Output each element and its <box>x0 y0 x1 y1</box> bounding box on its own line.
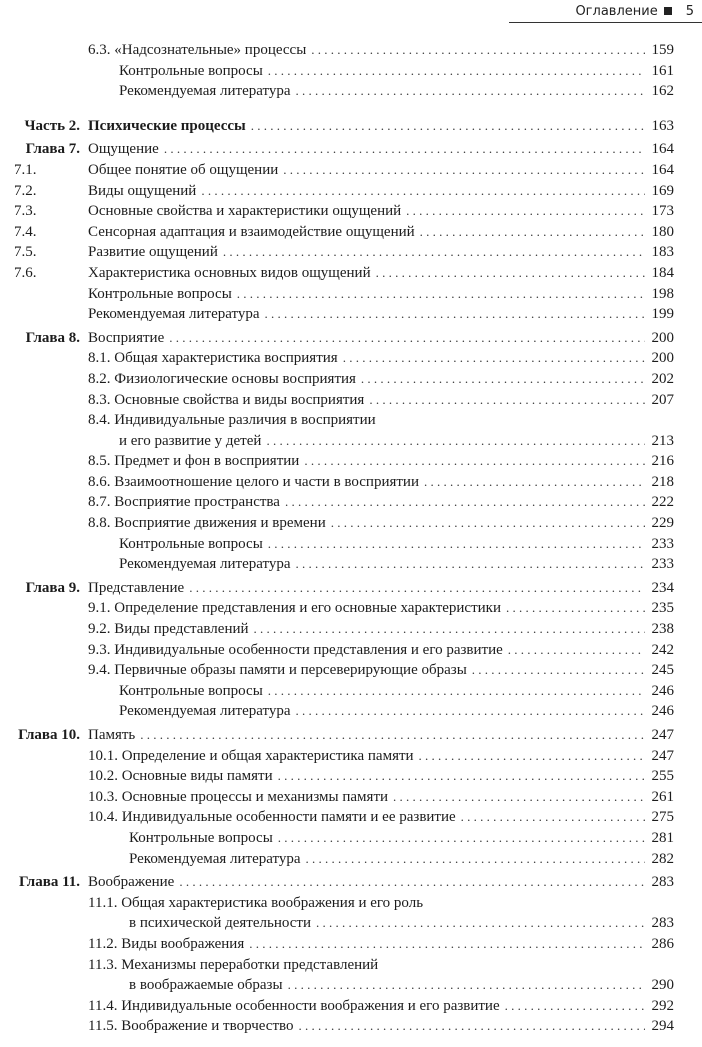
dot-leader <box>249 934 645 955</box>
toc-entry-title: 10.1. Определение и общая характеристика памяти <box>88 747 414 764</box>
toc-entry[interactable] <box>88 139 674 160</box>
toc-row <box>0 513 702 534</box>
toc-row <box>0 348 702 369</box>
dot-leader <box>254 619 645 640</box>
dot-leader <box>285 492 645 513</box>
toc-page-number: 200 <box>651 350 674 367</box>
toc-row <box>0 787 702 808</box>
toc-entry[interactable] <box>88 263 674 284</box>
toc-entry-title: 8.2. Физиологические основы восприятия <box>88 370 356 387</box>
dot-leader <box>179 872 645 893</box>
toc-entry-title: Сенсорная адаптация и взаимодействие ощущений <box>88 223 415 240</box>
toc-page-number: 247 <box>651 747 674 764</box>
toc-entry[interactable] <box>88 725 674 746</box>
dot-leader <box>406 201 645 222</box>
toc-entry[interactable] <box>88 40 674 61</box>
toc-entry[interactable] <box>119 554 674 575</box>
toc-entry-title: Воображение <box>88 874 175 891</box>
toc-page-number: 292 <box>651 997 674 1014</box>
table-of-contents <box>0 40 702 1037</box>
toc-page-number: 233 <box>651 535 674 552</box>
dot-leader <box>343 348 645 369</box>
toc-entry[interactable] <box>88 410 674 431</box>
toc-page-number: 283 <box>651 915 674 932</box>
toc-row <box>0 554 702 575</box>
dot-leader <box>265 304 645 325</box>
toc-page-number: 207 <box>651 391 674 408</box>
toc-entry[interactable] <box>129 913 674 934</box>
toc-row <box>0 913 702 934</box>
toc-page-number: 173 <box>651 203 674 220</box>
dot-leader <box>376 263 645 284</box>
toc-entry[interactable] <box>88 598 674 619</box>
toc-row <box>0 201 702 222</box>
dot-leader <box>424 472 645 493</box>
toc-row <box>0 725 702 746</box>
toc-chapter-number: Глава 8. <box>25 329 80 346</box>
toc-page-number: 163 <box>651 117 674 134</box>
toc-section-number: 7.5. <box>14 244 37 261</box>
toc-page-number: 180 <box>651 223 674 240</box>
toc-row <box>0 681 702 702</box>
toc-entry-title: 9.4. Первичные образы памяти и персеверирующие образы <box>88 662 467 679</box>
toc-row <box>0 1016 702 1037</box>
toc-section-number: 7.3. <box>14 203 37 220</box>
toc-entry[interactable] <box>88 746 674 767</box>
toc-entry-title: 11.4. Индивидуальные особенности воображения и его развитие <box>88 997 500 1014</box>
toc-entry-title: 8.3. Основные свойства и виды восприятия <box>88 391 365 408</box>
toc-entry[interactable] <box>88 160 674 181</box>
toc-row <box>0 61 702 82</box>
toc-entry-title: 8.7. Восприятие пространства <box>88 494 280 511</box>
toc-section-number: 7.6. <box>14 264 37 281</box>
toc-page-number: 294 <box>651 1018 674 1035</box>
toc-entry[interactable] <box>88 640 674 661</box>
toc-row <box>0 934 702 955</box>
toc-row <box>0 534 702 555</box>
toc-page-number: 162 <box>651 83 674 100</box>
toc-entry[interactable] <box>88 328 674 349</box>
toc-page-number: 245 <box>651 662 674 679</box>
toc-entry[interactable] <box>88 513 674 534</box>
toc-row <box>0 81 702 102</box>
toc-page-number: 169 <box>651 182 674 199</box>
toc-entry-title: Контрольные вопросы <box>119 62 263 79</box>
toc-row <box>0 369 702 390</box>
dot-leader <box>505 996 645 1017</box>
toc-page-number: 246 <box>651 703 674 720</box>
toc-entry-title: Представление <box>88 579 185 596</box>
toc-entry-title: Восприятие <box>88 329 165 346</box>
toc-page-number: 247 <box>651 727 674 743</box>
toc-page-number: 233 <box>651 556 674 573</box>
toc-row <box>0 181 702 202</box>
toc-page-number: 242 <box>651 641 674 658</box>
dot-leader <box>268 534 645 555</box>
dot-leader <box>331 513 645 534</box>
toc-row <box>0 116 702 137</box>
toc-row <box>0 766 702 787</box>
dot-leader <box>278 828 645 849</box>
dot-leader <box>268 61 645 82</box>
header-rule <box>509 22 702 23</box>
toc-entry-title: Общее понятие об ощущении <box>88 161 279 178</box>
toc-page-number: 183 <box>651 244 674 261</box>
toc-entry[interactable] <box>88 766 674 787</box>
toc-entry-title: Психические процессы <box>88 117 246 134</box>
toc-entry[interactable] <box>88 578 674 599</box>
toc-page-number: 234 <box>651 579 674 596</box>
running-head <box>504 0 694 22</box>
toc-chapter-number: Глава 10. <box>18 727 80 743</box>
dot-leader <box>316 913 645 934</box>
dot-leader <box>361 369 645 390</box>
toc-part-number: Часть 2. <box>24 117 80 134</box>
toc-page-number: 246 <box>651 682 674 699</box>
toc-entry[interactable] <box>88 304 674 325</box>
toc-entry[interactable] <box>119 681 674 702</box>
toc-entry[interactable] <box>88 369 674 390</box>
toc-page-number: 281 <box>651 829 674 846</box>
toc-page-number: 222 <box>651 494 674 511</box>
toc-entry-title: Основные свойства и характеристики ощущений <box>88 203 402 220</box>
toc-page-number: 282 <box>651 850 674 867</box>
toc-entry-title: в психической деятельности <box>129 915 311 932</box>
toc-entry-title: Контрольные вопросы <box>129 829 273 846</box>
toc-entry[interactable] <box>119 534 674 555</box>
toc-row <box>0 746 702 767</box>
toc-entry-title: 8.5. Предмет и фон в восприятии <box>88 453 300 470</box>
toc-row <box>0 828 702 849</box>
toc-page-number: 238 <box>651 621 674 638</box>
toc-page-number: 213 <box>651 432 674 449</box>
toc-row <box>0 640 702 661</box>
toc-entry-title: Характеристика основных видов ощущений <box>88 264 371 281</box>
toc-row <box>0 701 702 722</box>
dot-leader <box>311 40 645 61</box>
toc-entry[interactable] <box>88 222 674 243</box>
toc-entry[interactable] <box>88 390 674 411</box>
toc-entry-title: Виды ощущений <box>88 182 197 199</box>
toc-row <box>0 598 702 619</box>
toc-entry[interactable] <box>88 242 674 263</box>
toc-row <box>0 390 702 411</box>
dot-leader <box>304 451 645 472</box>
toc-entry-title: 11.2. Виды воображения <box>88 935 245 952</box>
toc-row <box>0 328 702 349</box>
dot-leader <box>237 284 645 305</box>
toc-entry-title: Рекомендуемая литература <box>119 556 291 573</box>
toc-entry-title: 6.3. «Надсознательные» процессы <box>88 42 307 58</box>
toc-entry-title: 8.1. Общая характеристика восприятия <box>88 350 338 367</box>
toc-entry-title: 8.6. Взаимоотношение целого и части в восприятии <box>88 473 419 490</box>
dot-leader <box>164 139 645 160</box>
dot-leader <box>288 975 645 996</box>
toc-page-number: 184 <box>651 264 674 281</box>
toc-row <box>0 222 702 243</box>
dot-leader <box>140 725 645 746</box>
toc-entry-title: 9.2. Виды представлений <box>88 621 249 638</box>
dot-leader <box>508 640 645 661</box>
dot-leader <box>278 766 645 787</box>
dot-leader <box>266 431 645 452</box>
toc-entry[interactable] <box>88 807 674 828</box>
toc-page-number: 275 <box>651 809 674 826</box>
toc-entry-title: 9.1. Определение представления и его основные характеристики <box>88 600 501 617</box>
toc-entry-title: 10.3. Основные процессы и механизмы памяти <box>88 788 389 805</box>
dot-leader <box>419 746 645 767</box>
running-head-title: Оглавление <box>575 3 658 19</box>
toc-entry-title: Память <box>88 727 136 743</box>
toc-entry[interactable] <box>88 451 674 472</box>
toc-page-number: 261 <box>651 788 674 805</box>
toc-entry-title: и его развитие у детей <box>119 432 262 449</box>
toc-page-number: 290 <box>651 977 674 994</box>
toc-entry-title: 8.4. Индивидуальные различия в восприятии <box>88 412 376 429</box>
toc-row <box>0 139 702 160</box>
toc-row <box>0 955 702 976</box>
toc-row <box>0 849 702 870</box>
toc-entry[interactable] <box>88 619 674 640</box>
toc-entry[interactable] <box>88 1016 674 1037</box>
toc-entry[interactable] <box>88 787 674 808</box>
toc-entry-title: Контрольные вопросы <box>119 682 263 699</box>
dot-leader <box>296 554 645 575</box>
toc-entry-title: Рекомендуемая литература <box>129 850 301 867</box>
toc-chapter-number: Глава 9. <box>25 579 80 596</box>
toc-row <box>0 242 702 263</box>
toc-entry[interactable] <box>129 849 674 870</box>
dot-leader <box>472 660 645 681</box>
toc-entry[interactable] <box>119 61 674 82</box>
toc-entry-title: Рекомендуемая литература <box>119 703 291 720</box>
dot-leader <box>461 807 645 828</box>
square-bullet-icon <box>664 7 672 15</box>
toc-row <box>0 492 702 513</box>
dot-leader <box>393 787 645 808</box>
dot-leader <box>189 578 645 599</box>
dot-leader <box>268 681 645 702</box>
dot-leader <box>223 242 645 263</box>
dot-leader <box>306 849 645 870</box>
toc-entry[interactable] <box>129 828 674 849</box>
toc-entry[interactable] <box>88 492 674 513</box>
toc-entry[interactable] <box>88 181 674 202</box>
toc-entry-title: 8.8. Восприятие движения и времени <box>88 515 326 532</box>
toc-row <box>0 660 702 681</box>
toc-row <box>0 975 702 996</box>
toc-entry[interactable] <box>88 201 674 222</box>
toc-chapter-number: Глава 11. <box>18 874 80 891</box>
toc-row <box>0 872 702 893</box>
toc-entry-title: Ощущение <box>88 141 159 158</box>
toc-page-number: 200 <box>651 329 674 346</box>
toc-entry-title: 11.1. Общая характеристика воображения и его роль <box>88 894 424 911</box>
toc-entry[interactable] <box>88 116 674 137</box>
toc-section-number: 7.2. <box>14 182 37 199</box>
toc-entry-title: Рекомендуемая литература <box>88 306 260 323</box>
toc-entry[interactable] <box>119 701 674 722</box>
toc-page-number: 164 <box>651 161 674 178</box>
toc-entry-title: 10.4. Индивидуальные особенности памяти и ее развитие <box>88 809 456 826</box>
toc-page-number: 199 <box>651 306 674 323</box>
toc-entry[interactable] <box>88 284 674 305</box>
toc-entry-title: 11.3. Механизмы переработки представлений <box>88 956 379 973</box>
dot-leader <box>201 181 645 202</box>
toc-row <box>0 807 702 828</box>
toc-page-number: 286 <box>651 935 674 952</box>
dot-leader <box>251 116 645 137</box>
toc-section-number: 7.4. <box>14 223 37 240</box>
toc-row <box>0 451 702 472</box>
toc-row <box>0 893 702 914</box>
page-number: 5 <box>685 3 694 19</box>
toc-entry[interactable] <box>88 934 674 955</box>
toc-row <box>0 431 702 452</box>
toc-entry-title: Рекомендуемая литература <box>119 83 291 100</box>
toc-entry-title: в воображаемые образы <box>129 977 283 994</box>
dot-leader <box>283 160 645 181</box>
dot-leader <box>420 222 645 243</box>
toc-row <box>0 40 702 61</box>
toc-entry[interactable] <box>88 955 674 976</box>
toc-page-number: 235 <box>651 600 674 617</box>
dot-leader <box>296 81 645 102</box>
toc-entry-title: 9.3. Индивидуальные особенности представления и его развитие <box>88 641 503 658</box>
toc-entry[interactable] <box>88 660 674 681</box>
toc-row <box>0 472 702 493</box>
toc-entry-title: Контрольные вопросы <box>119 535 263 552</box>
toc-row <box>0 304 702 325</box>
toc-page-number: 161 <box>651 62 674 79</box>
dot-leader <box>506 598 645 619</box>
toc-entry[interactable] <box>88 348 674 369</box>
toc-row <box>0 410 702 431</box>
toc-row <box>0 996 702 1017</box>
toc-page-number: 229 <box>651 515 674 532</box>
toc-entry-title: Развитие ощущений <box>88 244 218 261</box>
toc-row <box>0 578 702 599</box>
toc-page-number: 216 <box>651 453 674 470</box>
toc-entry[interactable] <box>119 431 674 452</box>
toc-page-number: 202 <box>651 370 674 387</box>
toc-page-number: 198 <box>651 285 674 302</box>
dot-leader <box>298 1016 645 1037</box>
toc-page-number: 218 <box>651 473 674 490</box>
toc-row <box>0 160 702 181</box>
toc-page-number: 159 <box>651 42 674 58</box>
toc-entry[interactable] <box>88 472 674 493</box>
toc-entry[interactable] <box>88 893 674 914</box>
toc-entry[interactable] <box>88 872 674 893</box>
toc-entry[interactable] <box>119 81 674 102</box>
toc-page-number: 255 <box>651 768 674 785</box>
toc-entry[interactable] <box>88 996 674 1017</box>
dot-leader <box>169 328 645 349</box>
toc-row <box>0 619 702 640</box>
dot-leader <box>296 701 645 722</box>
toc-entry-title: 11.5. Воображение и творчество <box>88 1018 294 1035</box>
toc-entry-title: 10.2. Основные виды памяти <box>88 768 273 785</box>
dot-leader <box>369 390 645 411</box>
toc-section-number: 7.1. <box>14 161 37 178</box>
toc-entry[interactable] <box>129 975 674 996</box>
toc-row <box>0 263 702 284</box>
toc-page-number: 283 <box>651 874 674 891</box>
toc-page-number: 164 <box>651 141 674 158</box>
toc-row <box>0 284 702 305</box>
toc-entry-title: Контрольные вопросы <box>88 285 232 302</box>
toc-chapter-number: Глава 7. <box>25 141 80 158</box>
